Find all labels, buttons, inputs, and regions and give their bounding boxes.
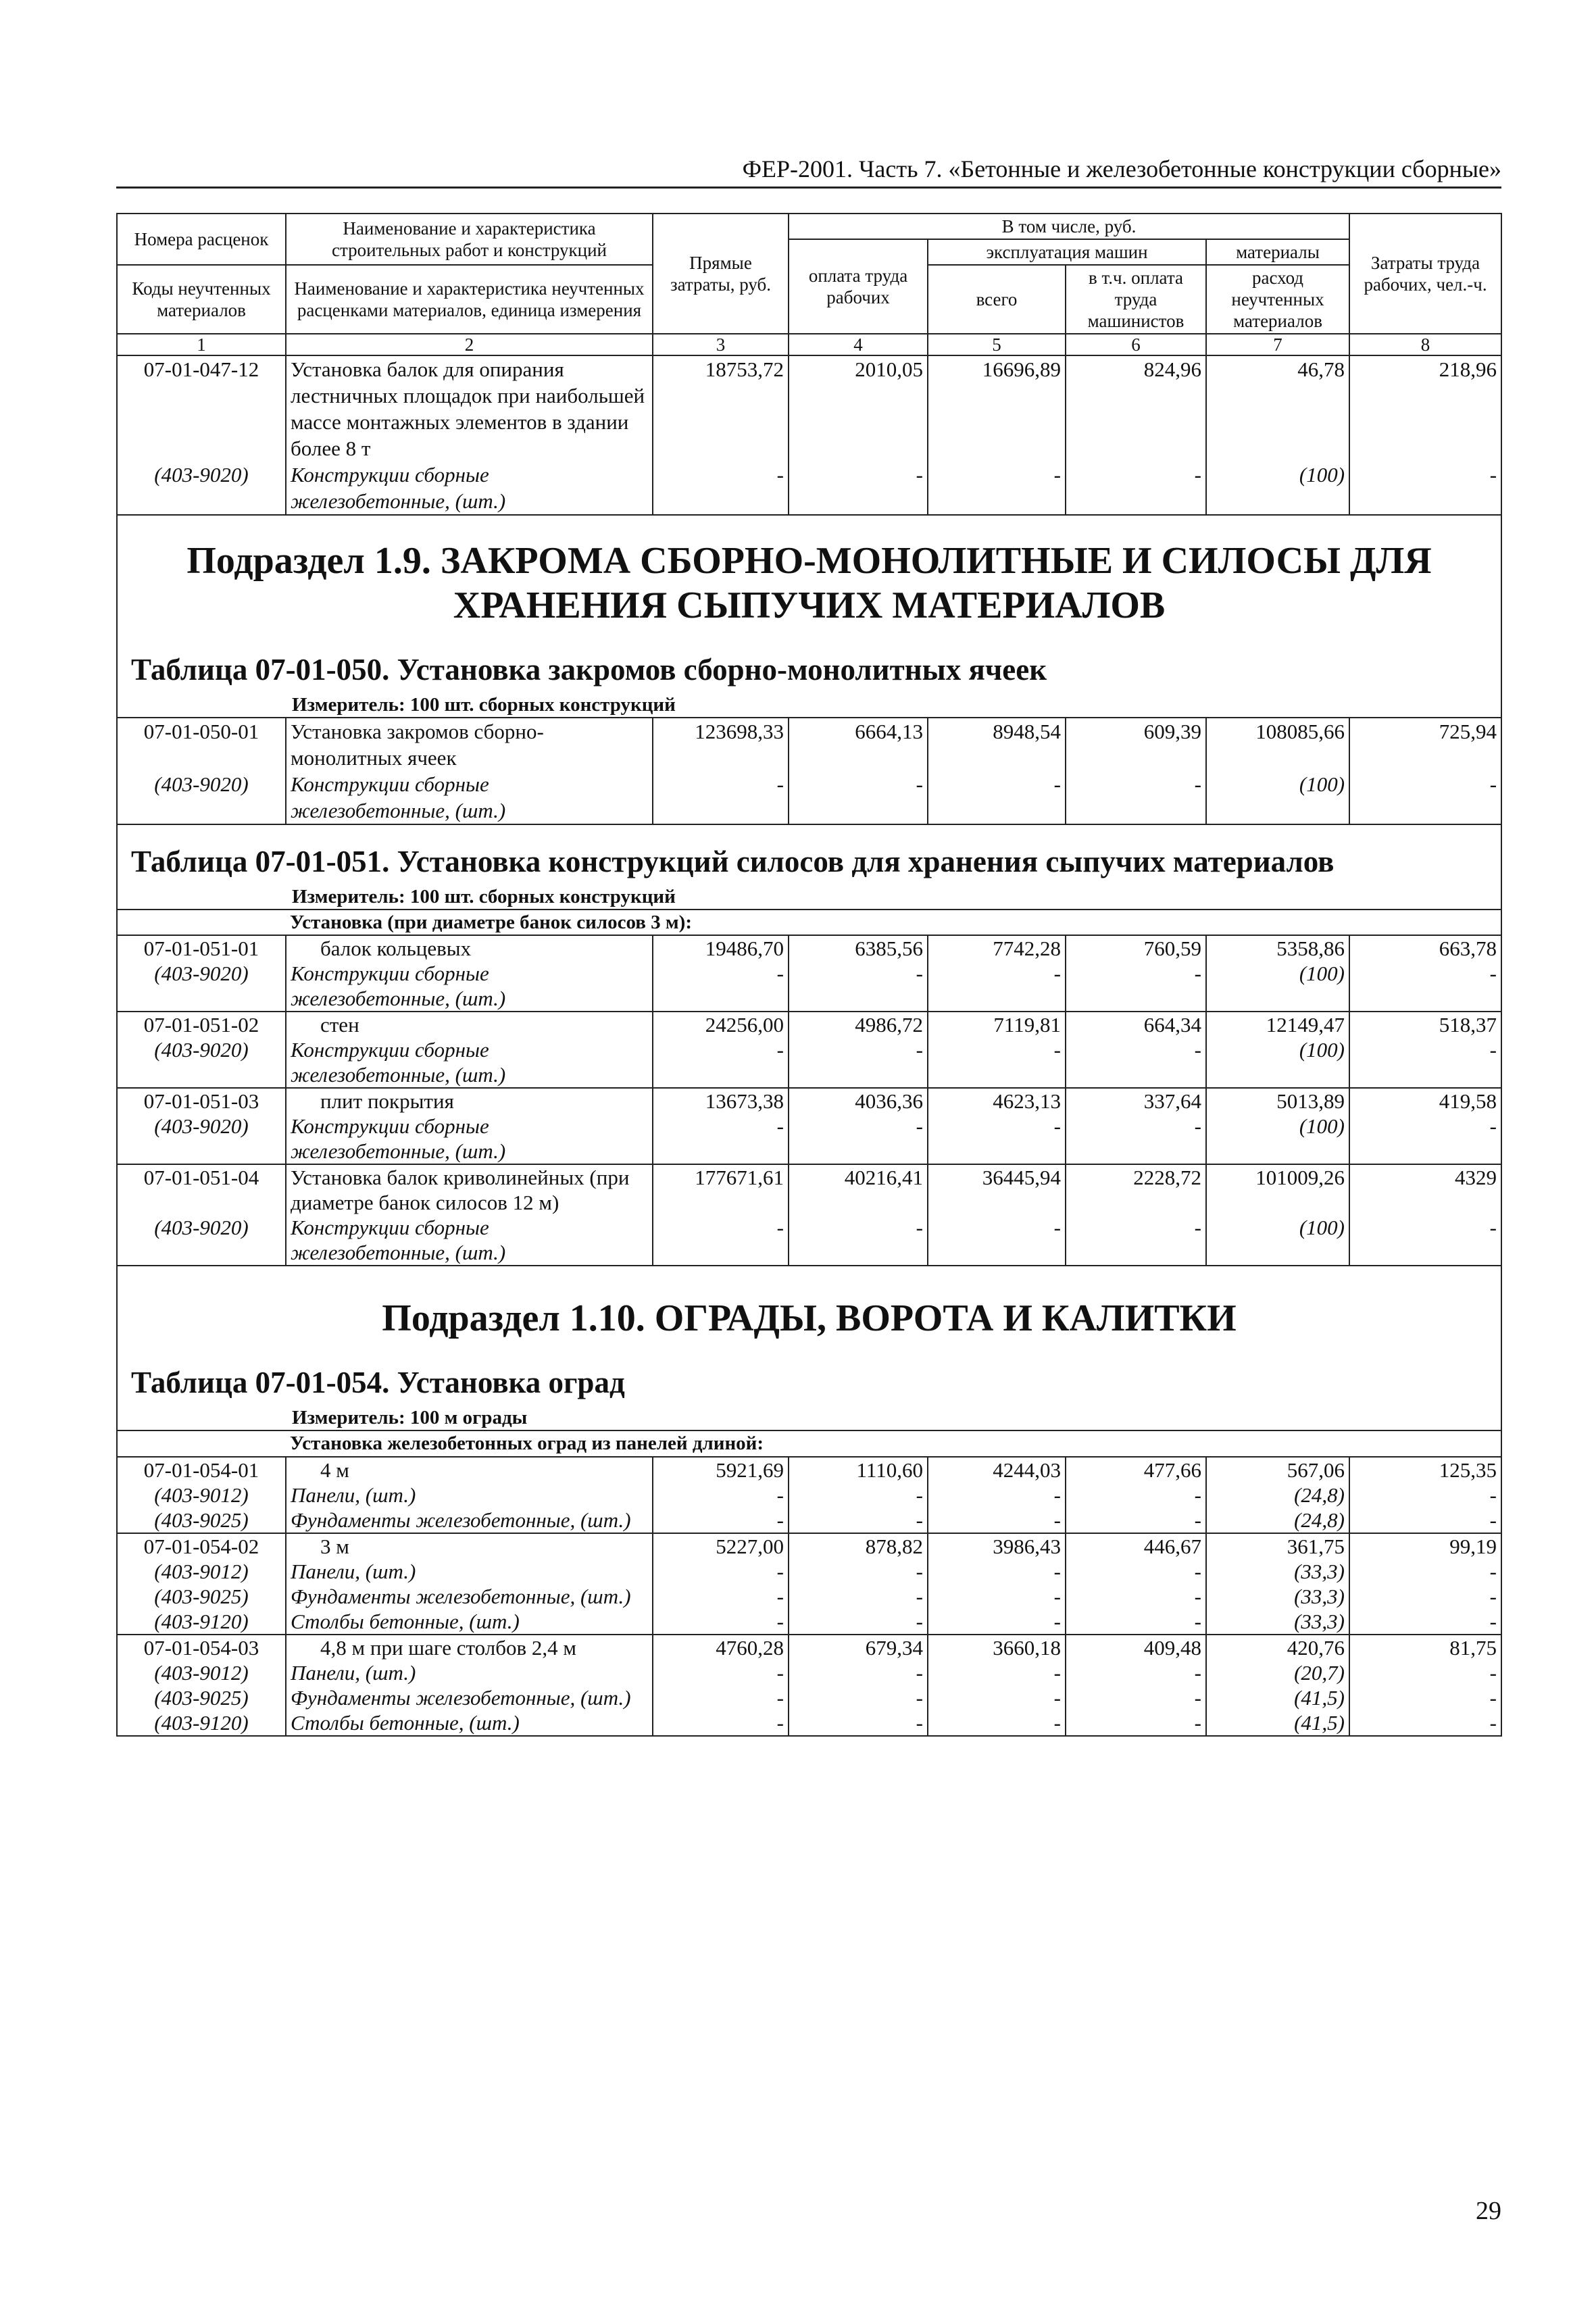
rates-table-051 [116,935,1502,1737]
col2-head-materials: Наименование и характеристика неучтенных расценками материалов, единица измерения [286,265,653,334]
material-row: (403-9120) Столбы бетонные, (шт.) - - - - (33,3) - [117,1609,1501,1635]
measure-unit: Измеритель: 100 шт. сборных конструкций [292,886,676,907]
material-row: (403-9025) Фундаменты железобетонные, (шт.) - - - - (41,5) - [117,1685,1501,1710]
page-header: ФЕР-2001. Часть 7. «Бетонные и железобетонные конструкции сборные» [116,154,1501,189]
table-title: Таблица 07-01-050. Установка закромов сборно-монолитных ячеек [131,653,1047,687]
table-row: 07-01-047-12 Установка балок для опирания лестничных площадок при наибольшей массе монтажных элементов в здании более 8 т 18753,72 2010,05 16696,89 824,96 46,78 218,96 [117,355,1501,462]
material-row: (403-9020) Конструкции сборные железобетонные, (шт.) - - - - (100) - [117,1037,1501,1088]
table-row: 07-01-051-03 плит покрытия 13673,38 4036,36 4623,13 337,64 5013,89 419,58 [117,1088,1501,1114]
table-row: 07-01-051-01 балок кольцевых 19486,70 6385,56 7742,28 760,59 5358,86 663,78 [117,935,1501,961]
column-numbers: 1 2 3 4 5 6 7 8 [117,334,1501,355]
rates-document [116,213,1501,1737]
incl-head: В том числе, руб. [789,214,1349,239]
table-row: 07-01-054-01 4 м 5921,69 1110,60 4244,03 477,66 567,06 125,35 [117,1457,1501,1483]
material-row: (403-9020) Конструкции сборные железобетонные, (шт.) - - - - (100) - [117,1215,1501,1266]
material-row: (403-9025) Фундаменты железобетонные, (шт.) - - - - (33,3) - [117,1584,1501,1609]
table-row: 07-01-051-02 стен 24256,00 4986,72 7119,81 664,34 12149,47 518,37 [117,1012,1501,1037]
section-title: Подраздел 1.9. ЗАКРОМА СБОРНО-МОНОЛИТНЫЕ И СИЛОСЫ ДЛЯ ХРАНЕНИЯ СЫПУЧИХ МАТЕРИАЛОВ [186,540,1432,626]
material-row: (403-9120) Столбы бетонные, (шт.) - - - - (41,5) - [117,1710,1501,1736]
col3-head-direct: Прямые затраты, руб. [653,214,789,334]
table-row: 07-01-051-04 Установка балок криволинейных (при диаметре банок силосов 12 м) 177671,61 40216,41 36445,94 2228,72 101009,26 4329 [117,1164,1501,1215]
col4-head-pay: оплата труда рабочих [789,239,928,334]
section-title: Подраздел 1.10. ОГРАДЫ, ВОРОТА И КАЛИТКИ [382,1297,1237,1339]
material-row: (403-9020) Конструкции сборные железобетонные, (шт.) - - - - (100) - [117,462,1501,515]
table-row: 07-01-050-01 Установка закромов сборно-монолитных ячеек 123698,33 6664,13 8948,54 609,39 108085,66 725,94 [117,718,1501,771]
measure-unit: Измеритель: 100 м ограды [292,1407,528,1428]
measure-unit: Измеритель: 100 шт. сборных конструкций [292,694,676,716]
material-row: (403-9025) Фундаменты железобетонные, (шт.) - - - - (24,8) - [117,1508,1501,1533]
material-row: (403-9020) Конструкции сборные железобетонные, (шт.) - - - - (100) - [117,961,1501,1012]
col7-head-consumption: расход неучтенных материалов [1206,265,1349,334]
group-row: Установка (при диаметре банок силосов 3 м): [117,910,1501,935]
col2-head-works: Наименование и характеристика строительных работ и конструкций [286,214,653,265]
table-row: 07-01-054-02 3 м 5227,00 878,82 3986,43 446,67 361,75 99,19 [117,1533,1501,1559]
col1-head-codes: Коды неучтенных материалов [117,265,286,334]
col8-head-labor: Затраты труда рабочих, чел.-ч. [1349,214,1501,334]
materials-head: материалы [1206,239,1349,265]
table-title: Таблица 07-01-054. Установка оград [131,1366,625,1399]
material-row: (403-9020) Конструкции сборные железобетонные, (шт.) - - - - (100) - [117,1114,1501,1164]
machines-head: эксплуатация машин [928,239,1206,265]
material-row: (403-9012) Панели, (шт.) - - - - (33,3) - [117,1559,1501,1584]
table-row: 07-01-054-03 4,8 м при шаге столбов 2,4 м 4760,28 679,34 3660,18 409,48 420,76 81,75 [117,1635,1501,1660]
col1-head-rates: Номера расценок [117,214,286,265]
material-row: (403-9020) Конструкции сборные железобетонные, (шт.) - - - - (100) - [117,771,1501,824]
col6-head-machinists: в т.ч. оплата труда машинистов [1066,265,1206,334]
material-row: (403-9012) Панели, (шт.) - - - - (24,8) - [117,1483,1501,1508]
material-row: (403-9012) Панели, (шт.) - - - - (20,7) - [117,1660,1501,1685]
group-row: Установка железобетонных оград из панелей длиной: [117,1430,1501,1457]
rates-table [116,213,1502,936]
page-number: 29 [1476,2197,1501,2225]
table-title: Таблица 07-01-051. Установка конструкций силосов для хранения сыпучих материалов [131,845,1335,878]
col5-head-total: всего [928,265,1066,334]
